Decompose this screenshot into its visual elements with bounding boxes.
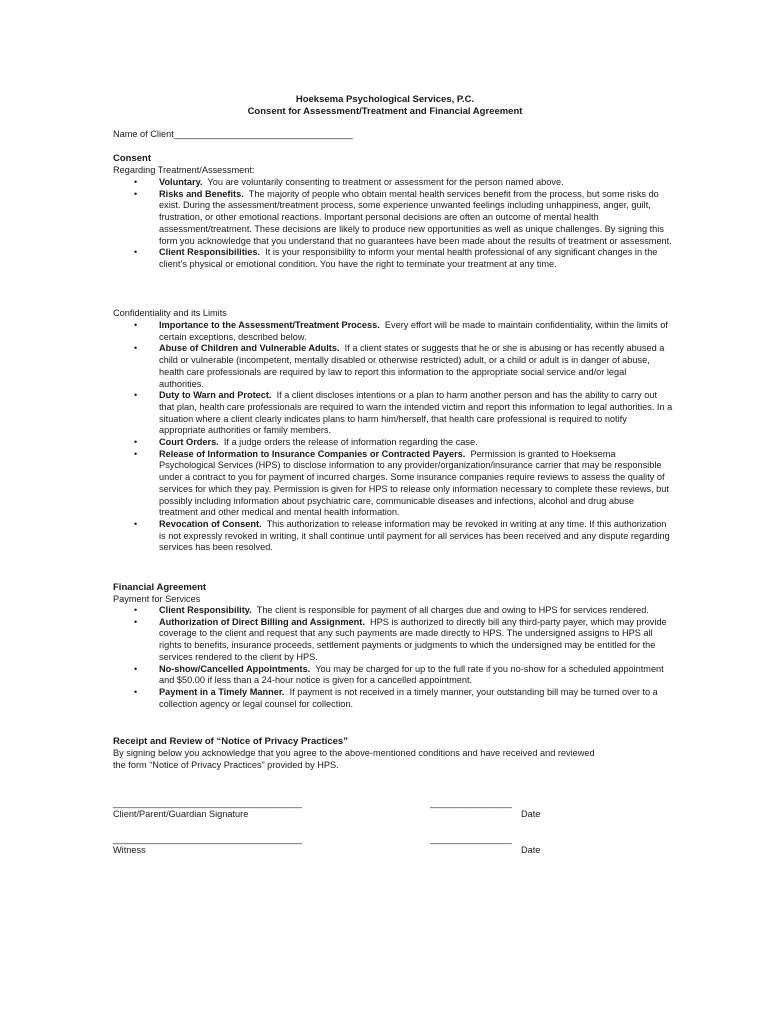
bullet-icon: • [134,177,138,187]
item-text: You may be charged for up to the full rate if you no-show for a scheduled appointment and $50.00 if less than a 24-hour notice is given for a cancelled appointment. [159,663,664,686]
bullet-icon: • [134,686,138,697]
bullet-icon: • [134,518,138,529]
bullet-icon: • [134,605,138,615]
item-term: Payment in a Timely Manner. [159,686,285,697]
list-item [113,617,673,664]
item-term: Authorization of Direct Billing and Assignment. [159,616,365,627]
list-item [113,605,673,617]
list-item [113,177,673,189]
item-text: HPS is authorized to directly bill any third-party payer, which may provide coverage to the client and request that any such payments are made directly to HPS. The undersigned assigns to HPS all rights to benefits, insurance proceeds, settlement payments or judgments to which the undersigned may be entitled for the services rendered to the client by HPS. [159,616,667,662]
list-item [113,687,673,710]
date-line[interactable]: ________________ [430,798,512,808]
item-term: No-show/Cancelled Appointments. [159,663,311,674]
consent-subheading: Regarding Treatment/Assessment: [113,165,255,175]
witness-label: Witness [113,845,146,855]
item-text: The majority of people who obtain mental health services benefit from the process, but some risks do exist. During the assessment/treatment process, some experience unwanted feelings including unhappiness, anger, guilt, frustration, or other emotional reactions. Important personal decisions are often an outcome of mental health assessment/treatment. These decisions are likely to produce new opportunities as well as unique challenges. By signing this form you acknowledge that you understand that no guarantees have been made about the results of treatment or assessment. [159,188,672,246]
list-item [113,247,673,270]
receipt-heading: Receipt and Review of “Notice of Privacy Practices” [113,736,348,747]
item-term: Duty to Warn and Protect. [159,390,272,401]
bullet-icon: • [134,188,138,199]
item-term: Court Orders. [159,437,219,448]
confidentiality-subheading: Confidentiality and its Limits [113,308,227,318]
item-term: Revocation of Consent. [159,518,262,529]
item-text: If a client discloses intentions or a plan to harm another person and has the ability to carry out that plan, health care professionals are required to warn the intended victim and report this information to legal authorities. In a situation where a client clearly indicates plans to harm him/herself, that health care professional is required to notify appropriate authorities or family members. [159,390,673,436]
date-label: Date [521,809,541,819]
item-text: Permission is granted to Hoeksema Psychological Services (HPS) to disclose information to any provider/organization/insurance carrier that may be responsible under a contract to you for payment of incurred charges. Some insurance companies require reviews to assess the quality of services for which they pay. Permission is given for HPS to release only information necessary to complete these reviews, but possibly including information about psychiatric care, communicable diseases and infections, alcohol and drug abuse treatment and other medical and mental health information. [159,448,669,518]
item-term: Release of Information to Insurance Companies or Contracted Payers. [159,448,466,459]
organization-name: Hoeksema Psychological Services, P.C. [295,94,475,105]
list-item [113,449,673,519]
item-text: The client is responsible for payment of all charges due and owing to HPS for services rendered. [256,605,649,615]
item-term: Voluntary. [159,177,203,187]
financial-heading: Financial Agreement [113,582,207,593]
list-item [113,320,673,343]
item-text: You are voluntarily consenting to treatment or assessment for the person named above. [207,177,564,187]
item-text: It is your responsibility to inform your mental health professional of any significant changes in the client’s physical or emotional condition. You have the right to terminate your treatment at any time. [159,247,658,269]
consent-heading: Consent [113,153,151,164]
witness-date-label: Date [521,845,541,855]
confidentiality-list [113,320,673,554]
item-text: Every effort will be made to maintain confidentiality, within the limits of certain exceptions, described below. [159,320,668,342]
document-title: Consent for Assessment/Treatment and Financial Agreement [247,106,523,117]
witness-date-line[interactable]: ________________ [430,834,512,844]
receipt-text-line-1: By signing below you acknowledge that you agree to the above-mentioned conditions and have received and reviewed [113,748,595,758]
list-item [113,664,673,687]
item-text: If a judge orders the release of information regarding the case. [223,437,478,448]
item-term: Risks and Benefits. [159,188,244,199]
list-item [113,437,673,449]
item-term: Client Responsibilities. [159,247,261,258]
list-item [113,343,673,390]
signature-line[interactable]: _____________________________________ [113,798,303,808]
item-term: Client Responsibility. [159,605,252,615]
signature-label: Client/Parent/Guardian Signature [113,809,249,819]
list-item [113,519,673,554]
item-text: If payment is not received in a timely manner, your outstanding bill may be turned over to a collection agency or legal counsel for collection. [159,686,658,709]
bullet-icon: • [134,343,138,354]
bullet-icon: • [134,616,138,627]
bullet-icon: • [134,437,138,448]
receipt-text-line-2: the form “Notice of Privacy Practices” provided by HPS. [113,760,339,770]
client-name-field[interactable]: Name of Client___________________________________ [113,129,353,139]
bullet-icon: • [134,320,138,330]
bullet-icon: • [134,390,138,401]
bullet-icon: • [134,448,138,459]
item-term: Importance to the Assessment/Treatment Process. [159,320,380,330]
bullet-icon: • [134,663,138,674]
item-term: Abuse of Children and Vulnerable Adults. [159,343,340,354]
item-text: If a client states or suggests that he or she is abusing or has recently abused a child or vulnerable (incompetent, mentally disabled or otherwise restricted) adult, or a child or adult is in danger of abuse, health care professionals are required by law to report this information to the appropriate social service and/or legal authorities. [159,343,665,389]
list-item [113,189,673,248]
item-text: This authorization to release information may be revoked in writing at any time. If this authorization is not expressly revoked in writing, it shall continue until payment for all services has been received and any dispute regarding services has been resolved. [159,518,670,553]
financial-subheading: Payment for Services [113,594,201,604]
financial-list [113,605,673,710]
list-item [113,390,673,437]
witness-line[interactable]: _____________________________________ [113,834,303,844]
bullet-icon: • [134,247,138,258]
consent-list [113,177,673,271]
